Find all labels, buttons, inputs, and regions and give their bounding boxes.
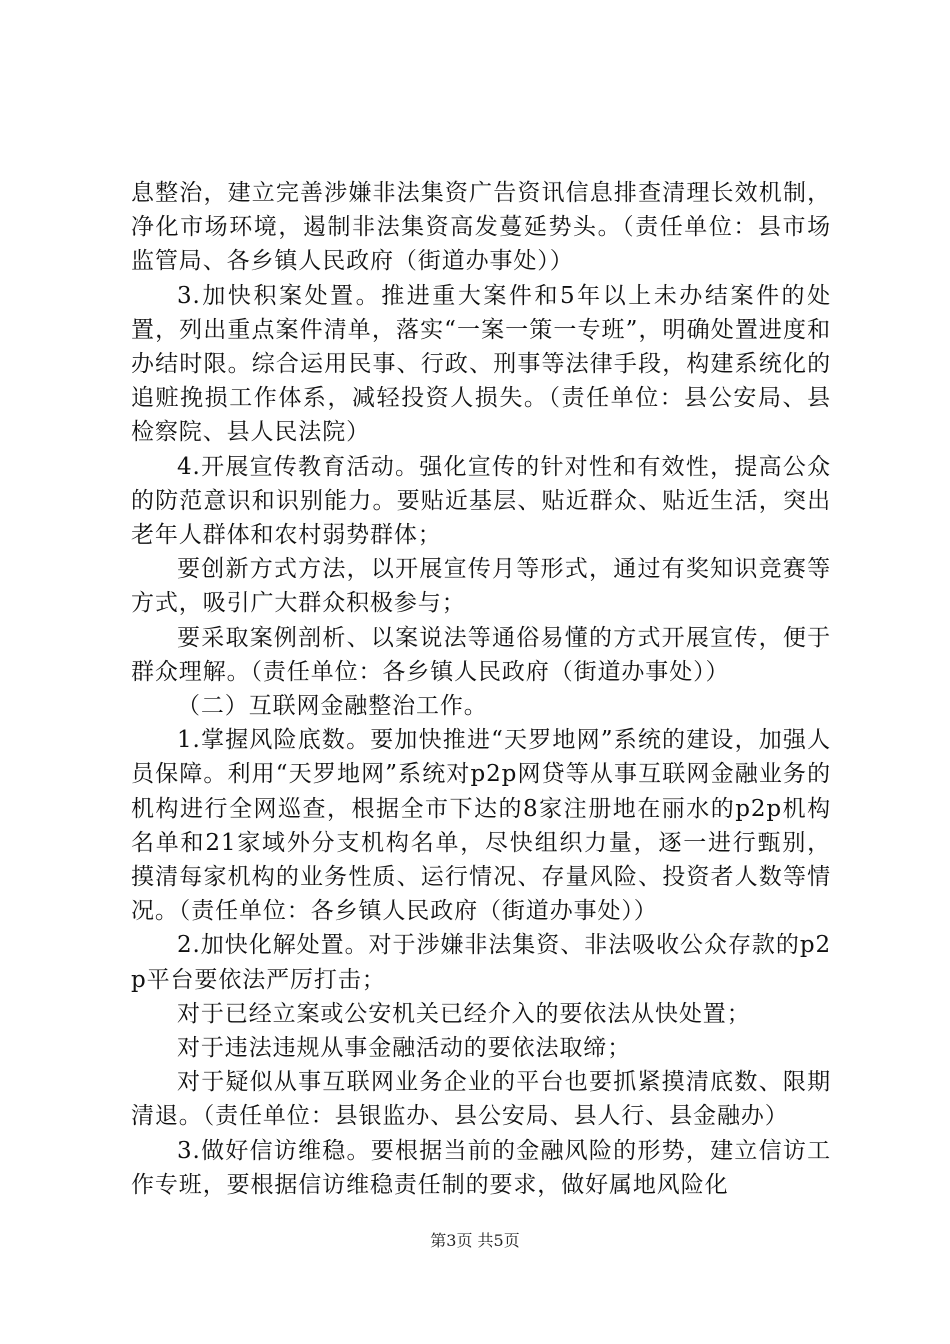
section-heading-internet-finance: （二）互联网金融整治工作。 <box>177 693 488 720</box>
paragraph-case-analysis: 要采取案例剖析、以案说法等通俗易懂的方式开展宣传，便于群众理解。（责任单位：各乡镇人民政府（街道办事处）） <box>131 624 831 685</box>
paragraph-item-3-case-handling: 3.加快积案处置。推进重大案件和5年以上未办结案件的处置，列出重点案件清单，落实“一案一策一专班”，明确处置进度和办结时限。综合运用民事、行政、刑事等法律手段，构建系统化的追赃挽损工作体系，减轻投资人损失。（责任单位：县公安局、县检察院、县人民法院） <box>131 282 831 446</box>
page-footer: 第3页 共5页 <box>430 1231 520 1250</box>
paragraph-item-3-petition: 3.做好信访维稳。要根据当前的金融风险的形势，建立信访工作专班，要根据信访维稳责任制的要求，做好属地风险化 <box>131 1137 831 1198</box>
paragraph-filed-cases: 对于已经立案或公安机关已经介入的要依法从快处置； <box>177 1000 751 1027</box>
paragraph-illegal-activities: 对于违法违规从事金融活动的要依法取缔； <box>177 1035 632 1062</box>
paragraph-item-2-disposal: 2.加快化解处置。对于涉嫌非法集资、非法吸收公众存款的p2p平台要依法严厉打击； <box>131 932 831 993</box>
paragraph-continuation: 息整治，建立完善涉嫌非法集资广告资讯信息排查清理长效机制，净化市场环境，遏制非法集资高发蔓延势头。（责任单位：县市场监管局、各乡镇人民政府（街道办事处）） <box>131 180 831 275</box>
paragraph-innovation: 要创新方式方法，以开展宣传月等形式，通过有奖知识竞赛等方式，吸引广大群众积极参与； <box>131 556 831 617</box>
paragraph-item-4-publicity: 4.开展宣传教育活动。强化宣传的针对性和有效性，提高公众的防范意识和识别能力。要贴近基层、贴近群众、贴近生活，突出老年人群体和农村弱势群体； <box>131 453 831 549</box>
paragraph-item-1-risk-baseline: 1.掌握风险底数。要加快推进“天罗地网”系统的建设，加强人员保障。利用“天罗地网”系统对p2p网贷等从事互联网金融业务的机构进行全网巡查，根据全市下达的8家注册地在丽水的p2p机构名单和21家域外分支机构名单，尽快组织力量，逐一进行甄别，摸清每家机构的业务性质、运行情况、存量风险、投资者人数等情况。（责任单位：各乡镇人民政府（街道办事处）） <box>131 727 831 925</box>
paragraph-suspected-platforms: 对于疑似从事互联网业务企业的平台也要抓紧摸清底数、限期清退。（责任单位：县银监办、县公安局、县人行、县金融办） <box>131 1069 831 1130</box>
document-body <box>131 176 831 1202</box>
